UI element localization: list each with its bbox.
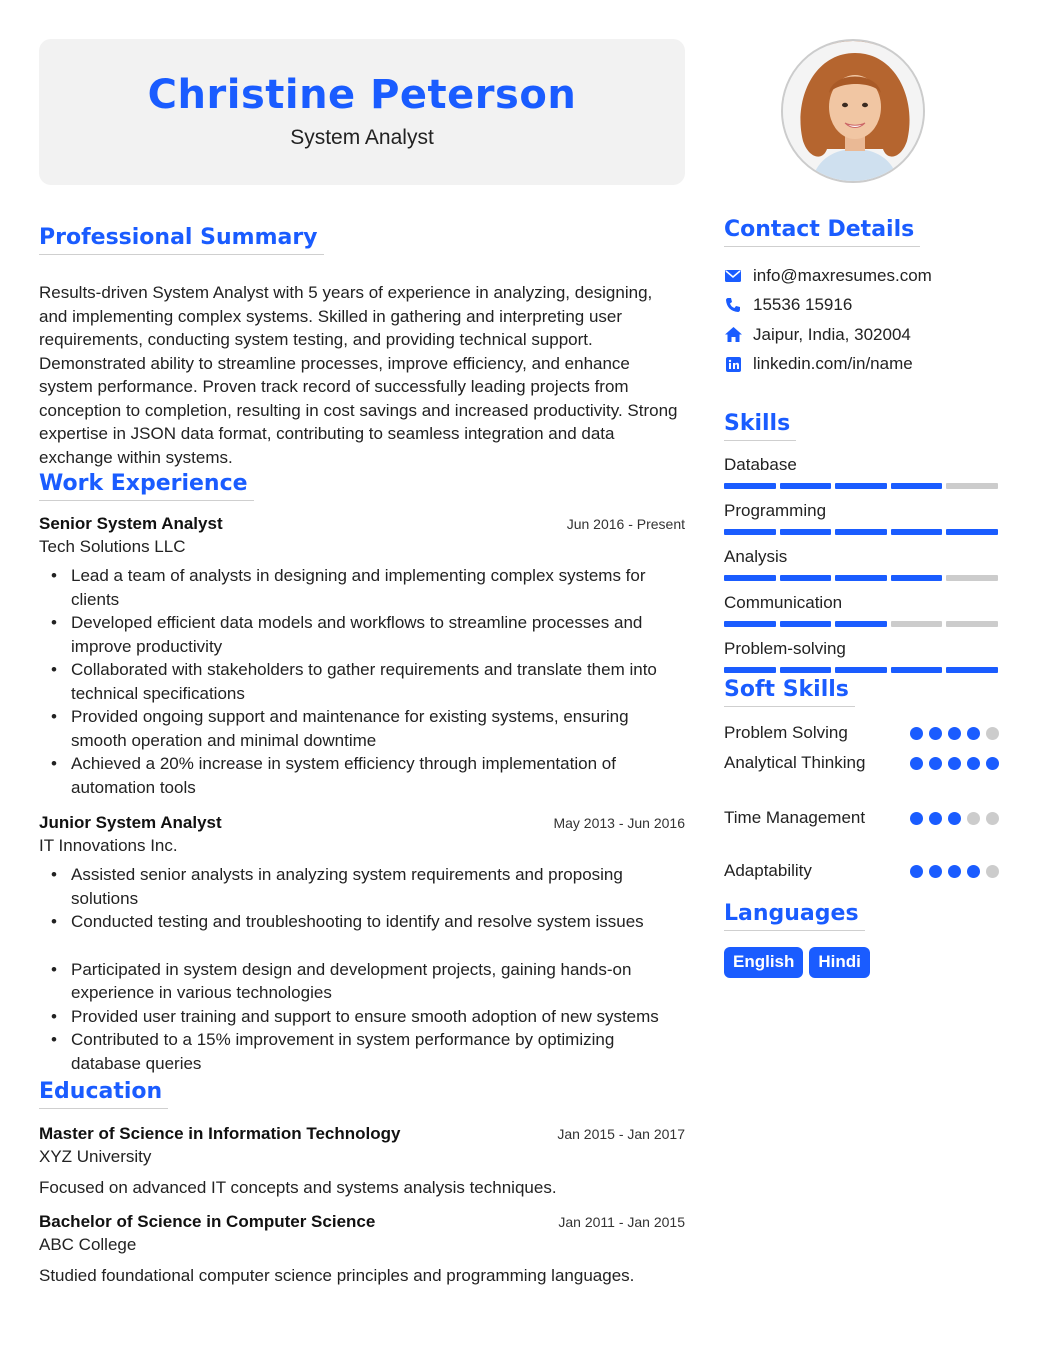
education-entry — [39, 1124, 685, 1198]
soft-skill-rating — [910, 806, 1000, 859]
soft-skill-item — [724, 859, 1000, 899]
languages-section — [724, 901, 1000, 978]
soft-skill-name: Time Management — [724, 808, 866, 827]
education-entry — [39, 1212, 685, 1286]
skill-segment — [835, 621, 887, 627]
rating-dot — [986, 727, 999, 740]
soft-skill-rating — [910, 751, 1000, 806]
contact-text: info@maxresumes.com — [753, 265, 932, 285]
soft-skill-item — [724, 806, 1000, 859]
skill-level-bar — [724, 667, 1000, 673]
section-title-languages: Languages — [724, 901, 865, 931]
soft-skill-name: Problem Solving — [724, 723, 848, 742]
skill-segment — [780, 483, 832, 489]
skill-segment — [780, 667, 832, 673]
language-list — [724, 947, 1000, 978]
linkedin-icon — [724, 355, 742, 373]
skill-segment — [780, 529, 832, 535]
portrait-image — [783, 41, 925, 183]
skill-segment — [946, 575, 998, 581]
rating-dot — [948, 727, 961, 740]
sidebar-column — [724, 39, 1000, 978]
soft-skills-list — [724, 721, 1000, 899]
skill-segment — [835, 667, 887, 673]
rating-dot — [986, 757, 999, 770]
job-bullet: • Lead a team of analysts in designing and implementing complex systems for clients — [39, 564, 685, 611]
degree-title: Bachelor of Science in Computer Science — [39, 1212, 376, 1231]
rating-dot — [967, 757, 980, 770]
header — [39, 39, 685, 185]
rating-dot — [948, 865, 961, 878]
rating-dot — [910, 865, 923, 878]
skill-segment — [891, 575, 943, 581]
skill-segment — [780, 621, 832, 627]
job-header — [39, 514, 685, 534]
language-badge: Hindi — [809, 947, 870, 978]
job-bullets — [39, 564, 685, 799]
education-desc: Studied foundational computer science principles and programming languages. — [39, 1266, 635, 1285]
rating-dot — [967, 865, 980, 878]
rating-dot — [929, 812, 942, 825]
job-title: Junior System Analyst — [39, 813, 222, 832]
rating-dot — [948, 812, 961, 825]
rating-dot — [910, 757, 923, 770]
rating-dot — [967, 727, 980, 740]
skill-name: Database — [724, 455, 797, 474]
section-title-education: Education — [39, 1079, 168, 1109]
soft-skill-item — [724, 721, 1000, 751]
rating-dot — [967, 812, 980, 825]
school-name: XYZ University — [39, 1147, 152, 1166]
job-bullet: • Conducted testing and troubleshooting to identify and resolve system issues — [39, 910, 685, 934]
education-header — [39, 1124, 685, 1144]
bullet-spacer — [39, 934, 685, 958]
skill-segment — [891, 483, 943, 489]
contact-item[interactable] — [724, 350, 1000, 380]
skill-level-bar — [724, 575, 1000, 581]
job-header — [39, 813, 685, 833]
skill-segment — [835, 575, 887, 581]
rating-dot — [948, 757, 961, 770]
contact-item[interactable] — [724, 261, 1000, 291]
skill-segment — [946, 621, 998, 627]
job-list — [39, 514, 685, 1075]
skill-name: Problem-solving — [724, 639, 846, 658]
skill-segment — [835, 529, 887, 535]
education-desc: Focused on advanced IT concepts and systems analysis techniques. — [39, 1178, 557, 1197]
contact-text: linkedin.com/in/name — [753, 354, 913, 374]
job-bullet: • Assisted senior analysts in analyzing system requirements and proposing solutions — [39, 863, 685, 910]
education-section — [39, 1079, 685, 1286]
contact-text: Jaipur, India, 302004 — [753, 324, 911, 344]
job-bullet: • Contributed to a 15% improvement in system performance by optimizing database queries — [39, 1028, 685, 1075]
skill-segment — [724, 575, 776, 581]
candidate-role: System Analyst — [290, 126, 434, 149]
contact-item[interactable] — [724, 320, 1000, 350]
job-bullet: • Participated in system design and development projects, gaining hands-on experience in various technologies — [39, 958, 685, 1005]
skill-segment — [724, 529, 776, 535]
contact-list — [724, 261, 1000, 379]
soft-skill-name: Analytical Thinking — [724, 753, 866, 772]
rating-dot — [929, 865, 942, 878]
section-title-contact: Contact Details — [724, 217, 920, 247]
section-title-soft-skills: Soft Skills — [724, 677, 855, 707]
skill-item — [724, 547, 1000, 581]
education-date: Jan 2011 - Jan 2015 — [558, 1214, 685, 1230]
job-entry — [39, 514, 685, 799]
work-section — [39, 471, 685, 1075]
job-date: May 2013 - Jun 2016 — [553, 815, 685, 831]
skill-name: Communication — [724, 593, 843, 612]
soft-skills-section — [724, 677, 1000, 899]
education-list — [39, 1124, 685, 1286]
skill-segment — [891, 621, 943, 627]
degree-title: Master of Science in Information Technology — [39, 1124, 401, 1143]
skill-name: Programming — [724, 501, 827, 520]
main-column — [39, 39, 685, 1286]
rating-dot — [929, 757, 942, 770]
home-icon — [724, 326, 742, 344]
soft-skill-name: Adaptability — [724, 861, 812, 880]
rating-dot — [986, 865, 999, 878]
summary-text: Results-driven System Analyst with 5 years of experience in analyzing, designing, and implementing complex systems. Skilled in gathering and interpreting user requirements, conducting system testing, and providing technical support. Demonstrated ability to streamline processes, improve efficiency, and enhance system performance. Proven track record of successfully leading projects from conception to completion, resulting in cost savings and increased productivity. Strong expertise in JSON data format, contributing to seamless integration and data exchange within systems. — [39, 283, 678, 467]
section-title-work: Work Experience — [39, 471, 254, 501]
rating-dot — [910, 727, 923, 740]
skill-item — [724, 455, 1000, 489]
skill-segment — [946, 529, 998, 535]
soft-skill-item — [724, 751, 1000, 806]
skill-level-bar — [724, 529, 1000, 535]
skill-item — [724, 501, 1000, 535]
job-title: Senior System Analyst — [39, 514, 223, 533]
skill-segment — [891, 667, 943, 673]
skill-segment — [946, 483, 998, 489]
language-badge: English — [724, 947, 803, 978]
job-company: Tech Solutions LLC — [39, 537, 186, 556]
education-date: Jan 2015 - Jan 2017 — [557, 1126, 685, 1142]
job-bullet: • Developed efficient data models and workflows to streamline processes and improve productivity — [39, 611, 685, 658]
skill-name: Analysis — [724, 547, 788, 566]
candidate-name: Christine Peterson — [147, 72, 577, 118]
skill-segment — [724, 621, 776, 627]
summary-section — [39, 225, 685, 469]
skill-level-bar — [724, 621, 1000, 627]
skill-level-bar — [724, 483, 1000, 489]
soft-skill-rating — [910, 859, 1000, 899]
job-entry — [39, 813, 685, 1075]
job-date: Jun 2016 - Present — [566, 516, 685, 532]
job-bullet: • Achieved a 20% increase in system efficiency through implementation of automation tools — [39, 752, 685, 799]
skill-item — [724, 639, 1000, 673]
job-bullets — [39, 863, 685, 1075]
soft-skill-rating — [910, 721, 1000, 751]
section-title-summary: Professional Summary — [39, 225, 324, 255]
job-bullet: • Provided ongoing support and maintenance for existing systems, ensuring smooth operation and minimal downtime — [39, 705, 685, 752]
skill-segment — [946, 667, 998, 673]
email-icon — [724, 267, 742, 285]
skills-section — [724, 411, 1000, 673]
job-company: IT Innovations Inc. — [39, 836, 178, 855]
phone-icon — [724, 296, 742, 314]
skill-segment — [891, 529, 943, 535]
skill-segment — [724, 483, 776, 489]
contact-text: 15536 15916 — [753, 295, 853, 315]
skill-segment — [780, 575, 832, 581]
school-name: ABC College — [39, 1235, 137, 1254]
rating-dot — [910, 812, 923, 825]
rating-dot — [986, 812, 999, 825]
profile-photo — [781, 39, 925, 183]
rating-dot — [929, 727, 942, 740]
section-title-skills: Skills — [724, 411, 796, 441]
contact-section — [724, 217, 1000, 379]
skills-list — [724, 455, 1000, 673]
job-bullet: • Collaborated with stakeholders to gather requirements and translate them into technical specifications — [39, 658, 685, 705]
skill-segment — [724, 667, 776, 673]
skill-segment — [835, 483, 887, 489]
skill-item — [724, 593, 1000, 627]
contact-item[interactable] — [724, 291, 1000, 321]
education-header — [39, 1212, 685, 1232]
job-bullet: • Provided user training and support to ensure smooth adoption of new systems — [39, 1005, 685, 1029]
